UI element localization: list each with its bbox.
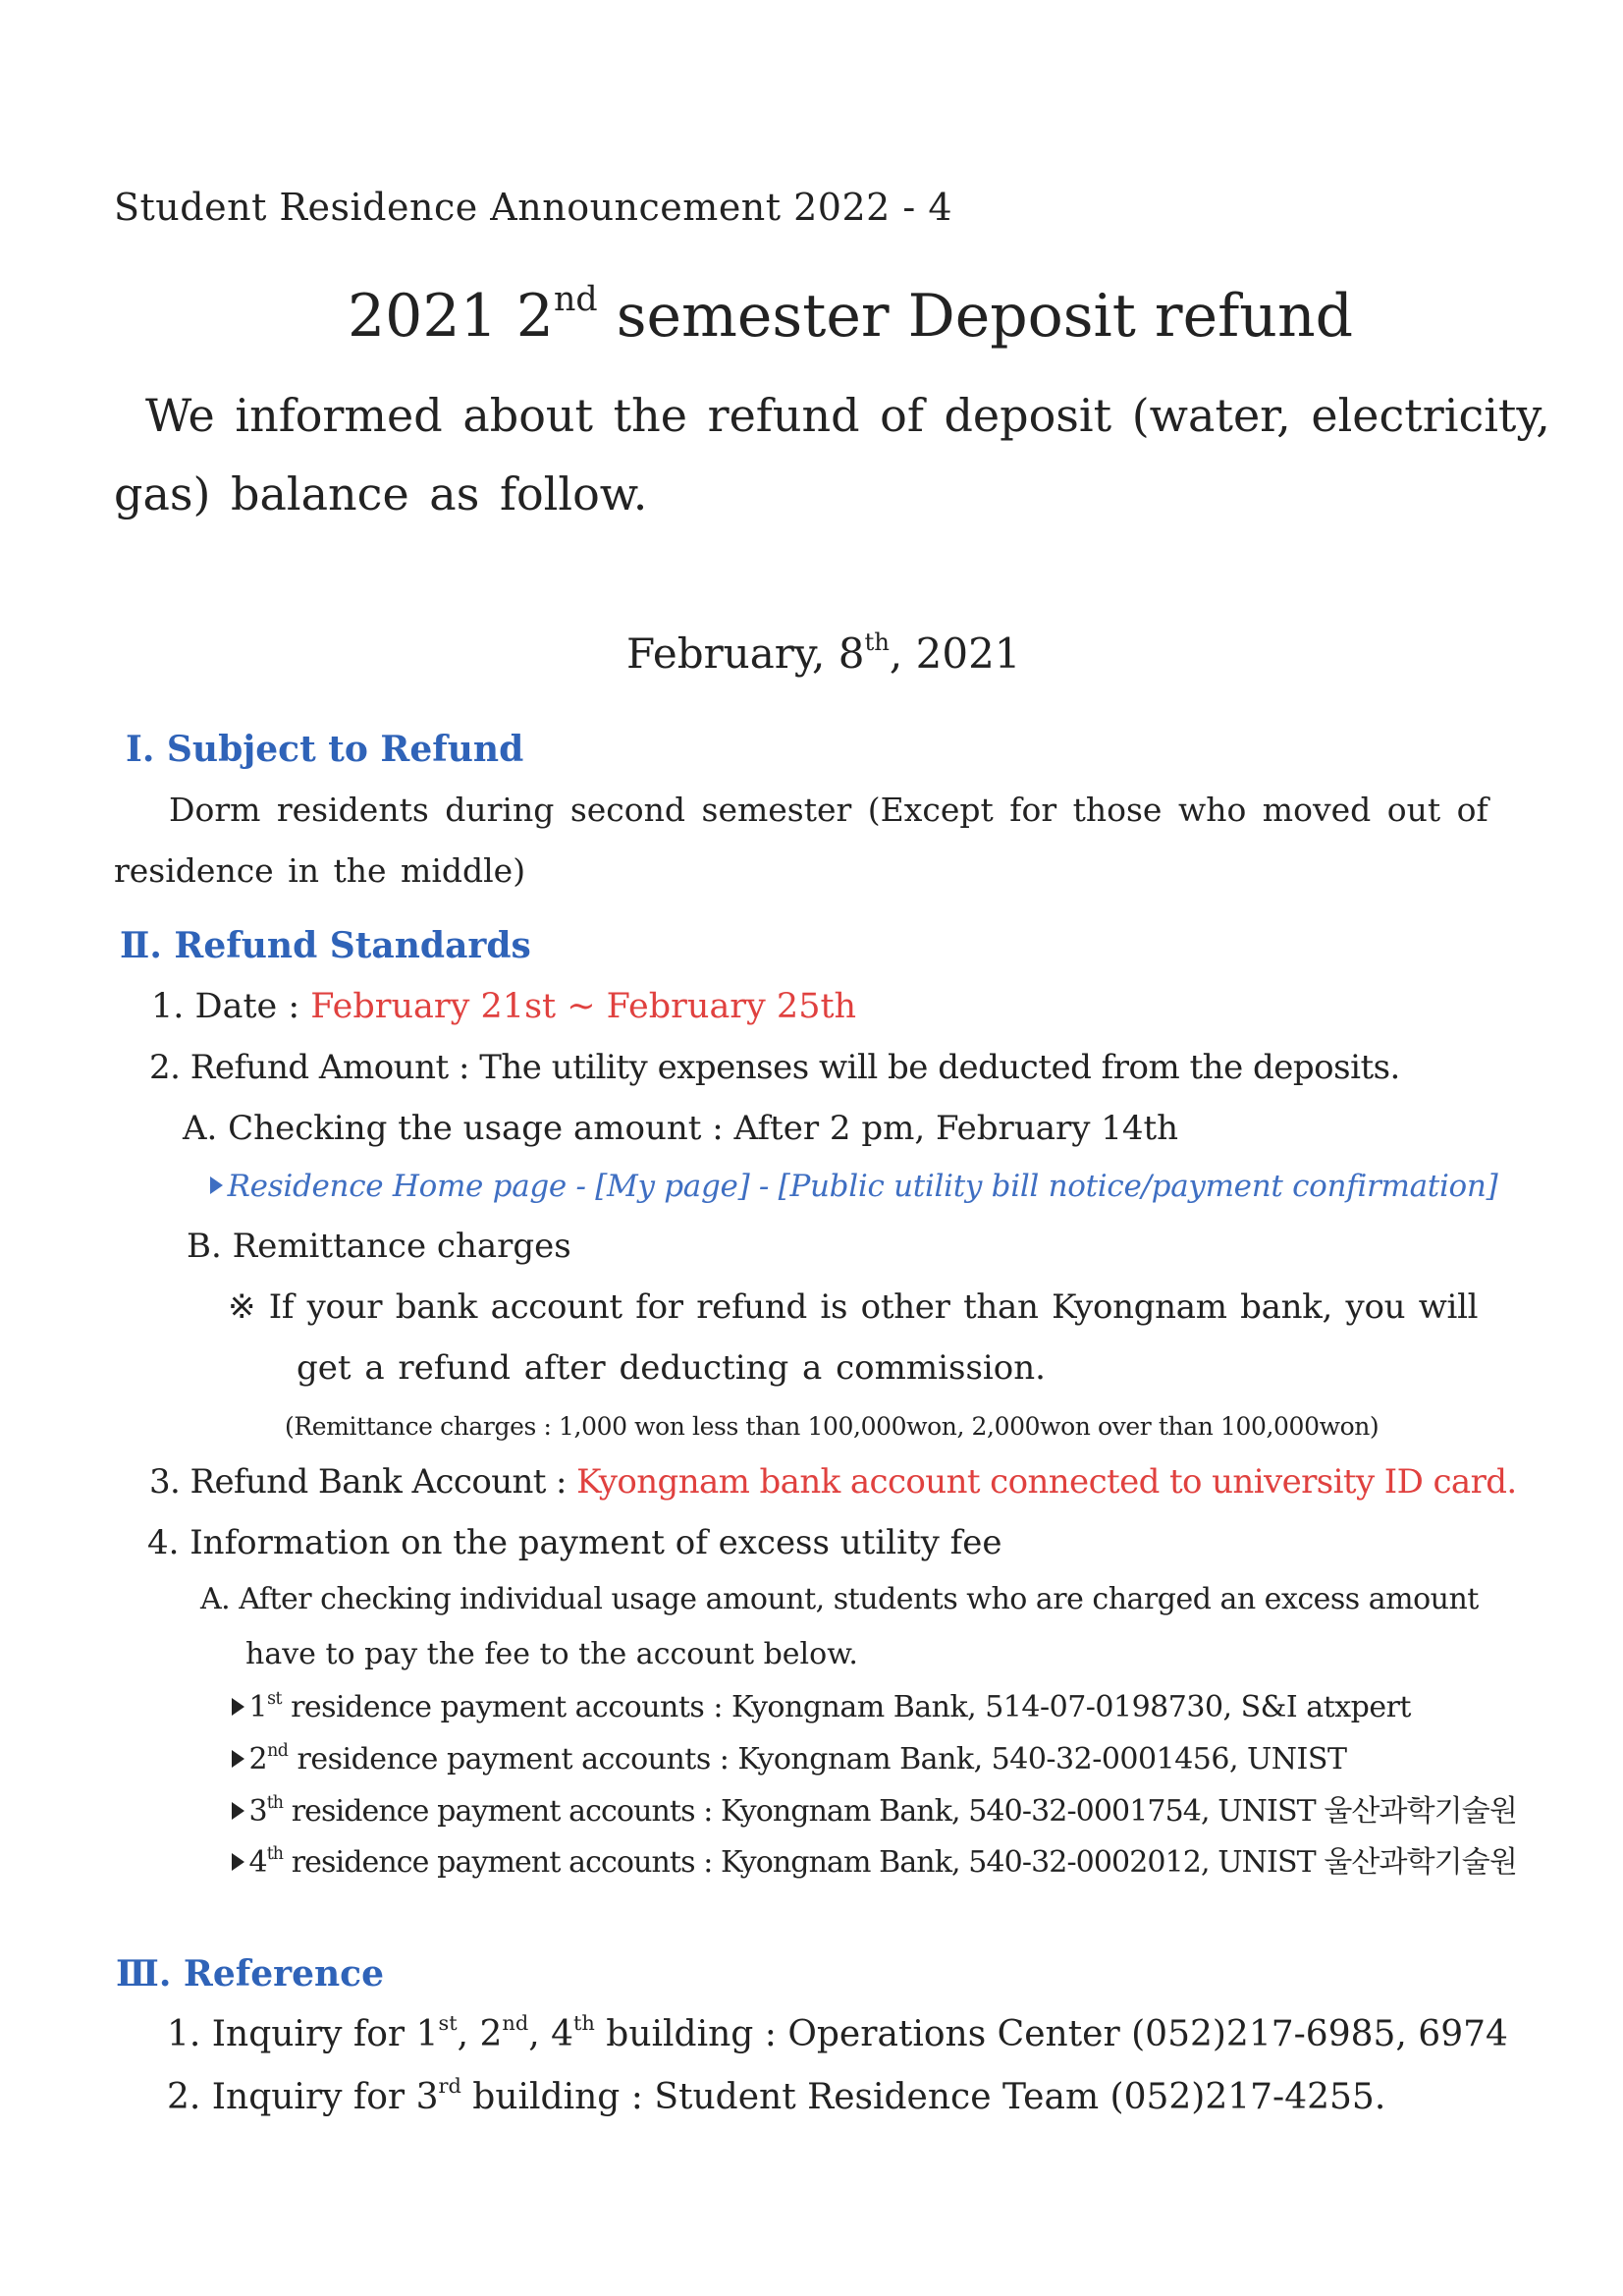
- section-3-heading: Ⅲ. Reference: [116, 1953, 384, 1995]
- payment-account-2: 2nd residence payment accounts : Kyongnam Bank, 540-32-0001456, UNIST: [232, 1745, 1346, 1775]
- excess-fee-instruction-line-1: A. After checking individual usage amount, students who are charged an excess amount: [200, 1582, 1479, 1616]
- residence-homepage-link[interactable]: Residence Home page - [My page] - [Public utility bill notice/payment confirmation]: [210, 1172, 1497, 1202]
- section-1-body-line-1: Dorm residents during second semester (Except for those who moved out of: [169, 791, 1488, 829]
- refund-bank-account-label: 3. Refund Bank Account :: [149, 1462, 577, 1502]
- page-title: [348, 279, 1353, 351]
- triangle-bullet-icon: [232, 1750, 244, 1768]
- usage-check-item: A. Checking the usage amount : After 2 pm, February 14th: [183, 1109, 1179, 1148]
- commission-note-line-1: ※ If your bank account for refund is other than Kyongnam bank, you will: [228, 1287, 1479, 1327]
- triangle-bullet-icon: [232, 1698, 244, 1716]
- section-2-heading: Ⅱ. Refund Standards: [120, 925, 531, 966]
- section-1-heading: Ⅰ. Subject to Refund: [126, 729, 524, 770]
- refund-date-label: 1. Date :: [151, 987, 311, 1026]
- triangle-bullet-icon: [232, 1802, 244, 1820]
- refund-bank-account-item: [149, 1462, 1517, 1502]
- reference-inquiry-2: 2. Inquiry for 3rd building : Student Residence Team (052)217-4255.: [167, 2074, 1386, 2117]
- refund-amount-item: 2. Refund Amount : The utility expenses will be deducted from the deposits.: [149, 1048, 1400, 1087]
- refund-date-value: February 21st ~ February 25th: [310, 987, 857, 1026]
- title-ordinal: 2nd: [515, 279, 598, 351]
- triangle-bullet-icon: [210, 1176, 223, 1194]
- intro-line-1: We informed about the refund of deposit (water, electricity,: [145, 389, 1550, 442]
- excess-fee-instruction-line-2: have to pay the fee to the account below.: [245, 1637, 858, 1671]
- announcement-number: Student Residence Announcement 2022 - 4: [114, 186, 953, 229]
- commission-note-line-2: get a refund after deducting a commission.: [297, 1348, 1046, 1388]
- payment-account-1: 1st residence payment accounts : Kyongnam Bank, 514-07-0198730, S&I atxpert: [232, 1693, 1411, 1722]
- payment-account-4: 4th residence payment accounts : Kyongnam Bank, 540-32-0002012, UNIST 울산과학기술원: [232, 1848, 1517, 1878]
- refund-date-item: [151, 987, 857, 1026]
- announcement-date: February, 8th, 2021: [626, 627, 1021, 678]
- intro-line-2: gas) balance as follow.: [114, 467, 648, 520]
- payment-account-3: 3th residence payment accounts : Kyongnam Bank, 540-32-0001754, UNIST 울산과학기술원: [232, 1797, 1517, 1827]
- title-rest: semester Deposit refund: [616, 282, 1353, 351]
- remittance-charges-detail: (Remittance charges : 1,000 won less than 100,000won, 2,000won over than 100,000won): [285, 1412, 1380, 1441]
- remittance-charges-item: B. Remittance charges: [187, 1227, 571, 1266]
- triangle-bullet-icon: [232, 1853, 244, 1871]
- refund-bank-account-value: Kyongnam bank account connected to university ID card.: [576, 1462, 1517, 1502]
- title-year: 2021: [348, 282, 498, 351]
- section-1-body-line-2: residence in the middle): [114, 851, 526, 890]
- excess-fee-item: 4. Information on the payment of excess utility fee: [147, 1523, 1002, 1562]
- reference-inquiry-1: 1. Inquiry for 1st, 2nd, 4th building : Operations Center (052)217-6985, 6974: [167, 2011, 1508, 2054]
